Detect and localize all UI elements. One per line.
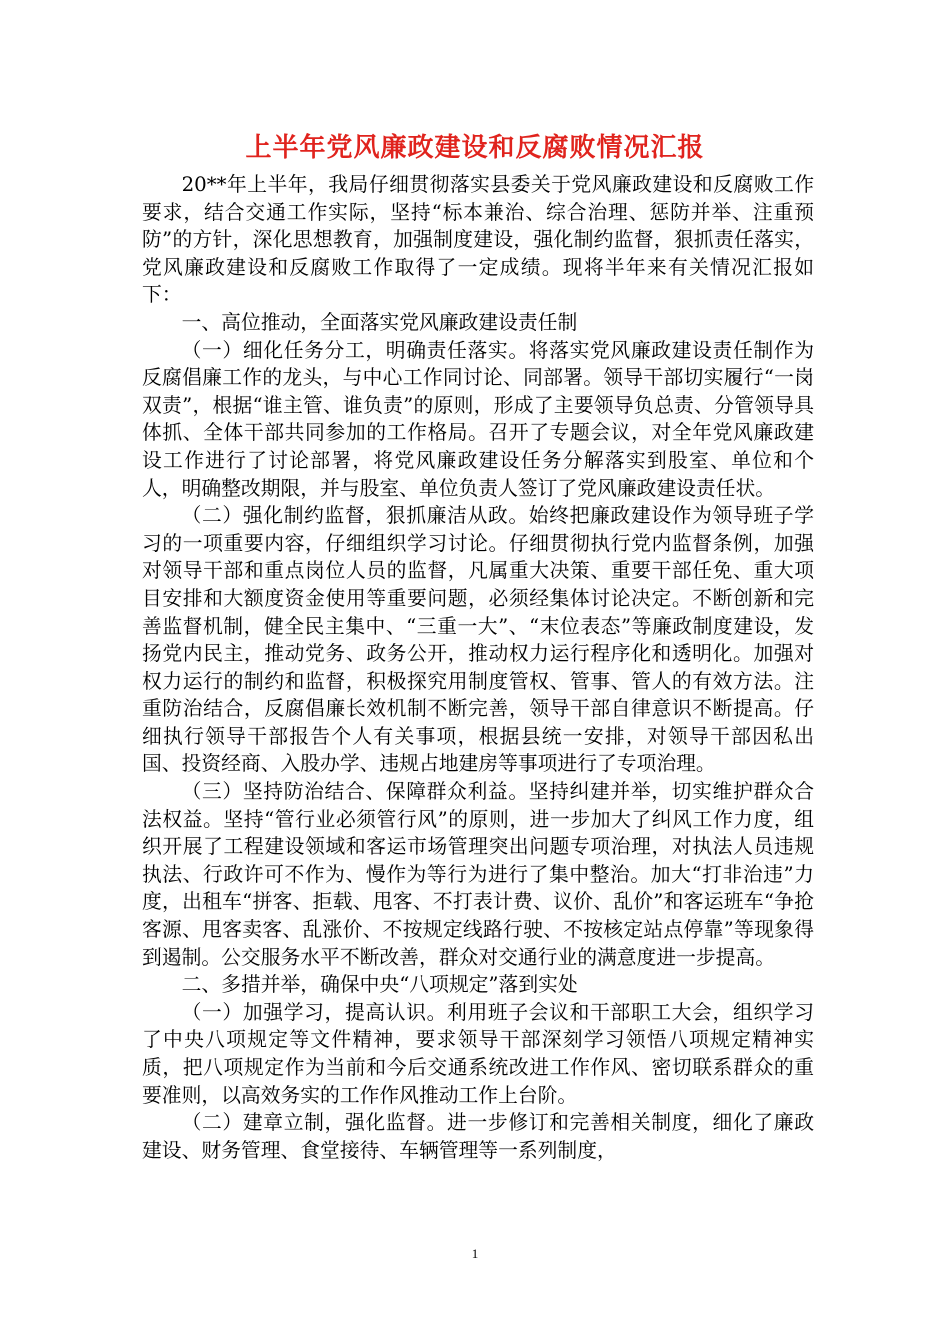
section-heading-2: 二、多措并举，确保中央“八项规定”落到实处 [181,973,578,997]
section-1-paragraph-3: （三）坚持防治结合、保障群众利益。坚持纠建并举，切实维护群众合法权益。坚持“管行业必须管行风”的原则，进一步加大了纠风工作力度，组织开展了工程建设领域和客运市场管理突出问题专项治理，对执法人员违规执法、行政许可不作为、慢作为等行为进行了集中整治。加大“打非治违”力度，出租车“拼客、拒载、甩客、不打表计费、议价、乱价”和客运班车“争抢客源、甩客卖客、乱涨价、不按规定线路行驶、不按核定站点停靠”等现象得到遏制。公交服务水平不断改善，群众对交通行业的满意度进一步提高。 [142,780,814,969]
section-1-paragraph-2: （二）强化制约监督，狠抓廉洁从政。始终把廉政建设作为领导班子学习的一项重要内容，仔细组织学习讨论。仔细贯彻执行党内监督条例，加强对领导干部和重点岗位人员的监督，凡属重大决策、重要干部任免、重大项目安排和大额度资金使用等重要问题，必须经集体讨论决定。不断创新和完善监督机制，健全民主集中、“三重一大”、“末位表态”等廉政制度建设，发扬党内民主，推动党务、政务公开，推动权力运行程序化和透明化。加强对权力运行的制约和监督，积极探究用制度管权、管事、管人的有效方法。注重防治结合，反腐倡廉长效机制不断完善，领导干部自律意识不断提高。仔细执行领导干部报告个人有关事项，根据县统一安排，对领导干部因私出国、投资经商、入股办学、违规占地建房等事项进行了专项治理。 [142,504,814,776]
page-number: 1 [471,1246,479,1261]
section-2-paragraph-2: （二）建章立制，强化监督。进一步修订和完善相关制度，细化了廉政建设、财务管理、食堂接待、车辆管理等一系列制度， [142,1111,814,1162]
section-2-paragraph-1: （一）加强学习，提高认识。利用班子会议和干部职工大会，组织学习了中央八项规定等文件精神，要求领导干部深刻学习领悟八项规定精神实质，把八项规定作为当前和今后交通系统改进工作作风、密切联系群众的重要准则，以高效务实的工作作风推动工作上台阶。 [142,1000,814,1107]
section-heading-1: 一、高位推动，全面落实党风廉政建设责任制 [181,310,578,334]
section-1-paragraph-1: （一）细化任务分工，明确责任落实。将落实党风廉政建设责任制作为反腐倡廉工作的龙头，与中心工作同讨论、同部署。领导干部切实履行“一岗双责”，根据“谁主管、谁负责”的原则，形成了主要领导负总责、分管领导具体抓、全体干部共同参加的工作格局。召开了专题会议，对全年党风廉政建设工作进行了讨论部署，将党风廉政建设任务分解落实到股室、单位和个人，明确整改期限，并与股室、单位负责人签订了党风廉政建设责任状。 [142,338,814,500]
document-title: 上半年党风廉政建设和反腐败情况汇报 [245,133,705,163]
intro-paragraph: 20**年上半年，我局仔细贯彻落实县委关于党风廉政建设和反腐败工作要求，结合交通工作实际，坚持“标本兼治、综合治理、惩防并举、注重预防”的方针，深化思想教育，加强制度建设，强化制约监督，狠抓责任落实，党风廉政建设和反腐败工作取得了一定成绩。现将半年来有关情况汇报如下： [142,173,814,307]
document-body [142,171,814,1164]
